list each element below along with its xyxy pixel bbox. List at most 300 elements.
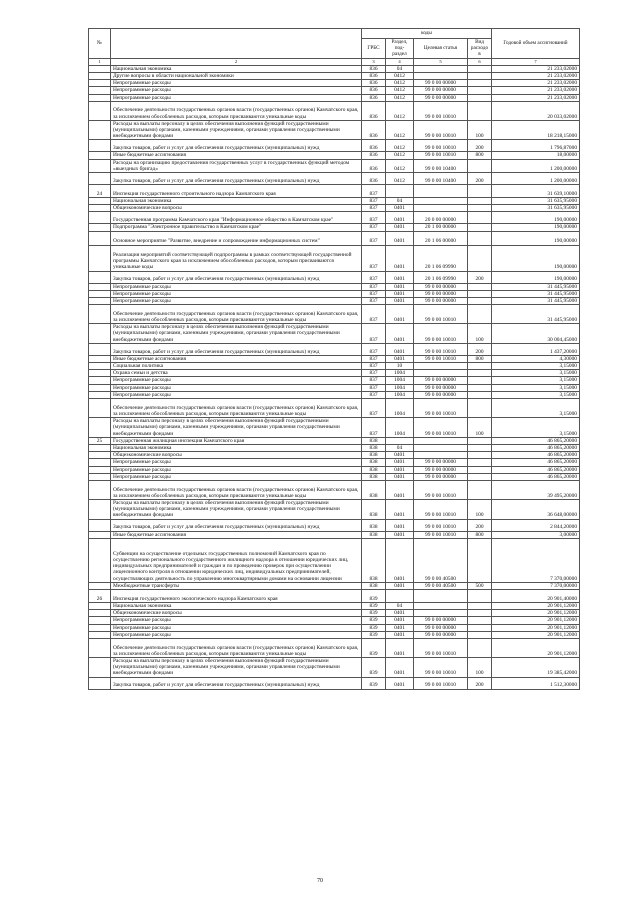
row-number (89, 298, 111, 305)
row-amount: 7 370,00000 (492, 582, 580, 589)
row-expense-type: 200 (468, 677, 492, 689)
row-amount: 21 233,02000 (492, 94, 580, 101)
row-grbs: 836 (362, 73, 386, 80)
table-row (89, 399, 580, 418)
row-number (89, 290, 111, 297)
row-amount: 1 437,20000 (492, 343, 580, 355)
row-amount: 21 233,02000 (492, 80, 580, 87)
row-target-article: 99 0 00 10400 (414, 173, 468, 185)
row-number (89, 399, 111, 418)
row-target-article: 99 0 00 00000 (414, 391, 468, 398)
row-amount: 2 844,20000 (492, 519, 580, 531)
row-expense-type (468, 452, 492, 459)
row-number (89, 87, 111, 94)
row-amount: 21 233,02000 (492, 73, 580, 80)
row-section: 04 (386, 602, 414, 609)
row-number (89, 602, 111, 609)
row-expense-type (468, 399, 492, 418)
row-number (89, 159, 111, 172)
row-name: Непрограммные расходы (111, 384, 362, 391)
row-expense-type (468, 631, 492, 638)
row-name: Закупка товаров, работ и услуг для обеспечения государственных (муниципальных) нужд (111, 519, 362, 531)
row-target-article (414, 370, 468, 377)
row-target-article: 99 0 00 40500 (414, 538, 468, 582)
row-grbs: 838 (362, 582, 386, 589)
row-section (386, 589, 414, 602)
row-target-article (414, 73, 468, 80)
row-number (89, 343, 111, 355)
row-grbs: 836 (362, 87, 386, 94)
table-row (89, 384, 580, 391)
row-amount: 31 445,95000 (492, 305, 580, 324)
row-expense-type (468, 205, 492, 212)
row-expense-type (468, 65, 492, 72)
row-grbs: 838 (362, 437, 386, 444)
row-target-article: 99 0 00 00000 (414, 617, 468, 624)
row-amount: 36 648,00000 (492, 499, 580, 519)
row-name: Иные бюджетные ассигнования (111, 531, 362, 538)
row-grbs: 837 (362, 305, 386, 324)
row-grbs: 837 (362, 399, 386, 418)
row-grbs: 837 (362, 290, 386, 297)
row-name: Общеэкономические вопросы (111, 610, 362, 617)
row-section: 0401 (386, 324, 414, 344)
row-amount: 39 495,20000 (492, 480, 580, 499)
row-target-article: 99 0 00 00000 (414, 631, 468, 638)
row-section: 1004 (386, 370, 414, 377)
table-row (89, 212, 580, 224)
row-amount: 3,15000 (492, 418, 580, 438)
row-section: 0401 (386, 480, 414, 499)
row-grbs: 837 (362, 271, 386, 283)
row-grbs: 838 (362, 466, 386, 473)
header-colnum: 7 (492, 58, 580, 65)
row-number (89, 391, 111, 398)
row-target-article: 99 0 00 10010 (414, 499, 468, 519)
row-amount: 46 865,20000 (492, 437, 580, 444)
row-expense-type (468, 617, 492, 624)
row-amount: 18 218,15000 (492, 120, 580, 140)
table-row (89, 198, 580, 205)
row-amount: 20 901,12000 (492, 602, 580, 609)
row-section: 0401 (386, 298, 414, 305)
row-expense-type (468, 437, 492, 444)
row-grbs: 837 (362, 205, 386, 212)
row-target-article: 99 0 00 00000 (414, 283, 468, 290)
row-expense-type: 100 (468, 120, 492, 140)
row-amount: 46 865,20000 (492, 452, 580, 459)
table-row (89, 298, 580, 305)
row-grbs: 839 (362, 624, 386, 631)
row-target-article: 20 1 06 00000 (414, 231, 468, 245)
row-target-article: 99 0 00 10010 (414, 638, 468, 657)
table-row (89, 271, 580, 283)
row-amount: 190,00000 (492, 245, 580, 271)
row-expense-type (468, 224, 492, 231)
row-grbs: 839 (362, 602, 386, 609)
row-grbs: 836 (362, 120, 386, 140)
row-section: 0401 (386, 205, 414, 212)
row-expense-type (468, 80, 492, 87)
row-target-article: 99 0 00 00000 (414, 290, 468, 297)
row-expense-type (468, 459, 492, 466)
row-number (89, 624, 111, 631)
row-number (89, 65, 111, 72)
row-number (89, 245, 111, 271)
row-number (89, 677, 111, 689)
header-target-article: Целевая статья (414, 39, 468, 59)
table-row (89, 418, 580, 438)
row-target-article: 99 0 00 10010 (414, 324, 468, 344)
row-section: 04 (386, 444, 414, 451)
row-amount: 3,15000 (492, 391, 580, 398)
row-name: Обеспечение деятельности государственных органов власти (государственных органов) Камчатского края, за исключением обособленных расходов, которым присваиваются уникальные коды (111, 101, 362, 120)
row-expense-type: 500 (468, 582, 492, 589)
page-number: 70 (317, 878, 323, 884)
row-expense-type (468, 602, 492, 609)
row-expense-type (468, 363, 492, 370)
row-number (89, 538, 111, 582)
row-name: Непрограммные расходы (111, 298, 362, 305)
table-row (89, 205, 580, 212)
table-row (89, 245, 580, 271)
row-target-article: 20 1 00 00000 (414, 224, 468, 231)
row-amount: 20 901,12000 (492, 631, 580, 638)
row-section: 0401 (386, 531, 414, 538)
row-section: 0401 (386, 638, 414, 657)
row-expense-type (468, 245, 492, 271)
table-row (89, 140, 580, 152)
row-number (89, 631, 111, 638)
row-amount: 1 200,00000 (492, 159, 580, 172)
row-number (89, 205, 111, 212)
row-amount: 46 865,20000 (492, 466, 580, 473)
row-number (89, 231, 111, 245)
row-amount: 3,15000 (492, 399, 580, 418)
row-amount: 190,00000 (492, 212, 580, 224)
row-section: 0401 (386, 290, 414, 297)
row-amount: 31 635,95000 (492, 205, 580, 212)
row-grbs: 836 (362, 101, 386, 120)
row-amount: 3,15000 (492, 384, 580, 391)
row-name: Общеэкономические вопросы (111, 205, 362, 212)
row-expense-type: 800 (468, 355, 492, 362)
row-section: 0401 (386, 677, 414, 689)
table-row (89, 459, 580, 466)
table-row (89, 231, 580, 245)
row-target-article: 99 0 00 10010 (414, 519, 468, 531)
row-amount: 20 901,12000 (492, 610, 580, 617)
row-number (89, 355, 111, 362)
table-row (89, 65, 580, 72)
row-number (89, 444, 111, 451)
row-grbs: 836 (362, 94, 386, 101)
row-target-article (414, 65, 468, 72)
row-target-article (414, 444, 468, 451)
row-amount: 190,00000 (492, 271, 580, 283)
row-section: 0401 (386, 617, 414, 624)
row-number (89, 283, 111, 290)
row-name: Инспекция государственного строительного надзора Камчатского края (111, 185, 362, 198)
row-section: 0401 (386, 459, 414, 466)
row-expense-type (468, 473, 492, 480)
row-target-article: 20 1 06 09990 (414, 245, 468, 271)
row-section: 0412 (386, 120, 414, 140)
row-grbs: 838 (362, 444, 386, 451)
row-section: 0401 (386, 343, 414, 355)
row-section: 0401 (386, 538, 414, 582)
header-codes: коды (362, 29, 492, 39)
row-amount: 20 033,02000 (492, 101, 580, 120)
row-amount: 31 635,95000 (492, 198, 580, 205)
row-grbs: 839 (362, 657, 386, 677)
row-grbs: 837 (362, 283, 386, 290)
row-number (89, 363, 111, 370)
row-number (89, 173, 111, 185)
row-section: 0412 (386, 73, 414, 80)
row-section: 0412 (386, 80, 414, 87)
row-grbs: 837 (362, 343, 386, 355)
table-row (89, 466, 580, 473)
row-section: 0401 (386, 231, 414, 245)
row-expense-type: 100 (468, 657, 492, 677)
row-expense-type: 800 (468, 152, 492, 159)
row-expense-type: 100 (468, 499, 492, 519)
row-name: Национальная экономика (111, 198, 362, 205)
table-row (89, 94, 580, 101)
row-grbs: 837 (362, 198, 386, 205)
table-row (89, 185, 580, 198)
row-expense-type (468, 384, 492, 391)
row-section: 0401 (386, 355, 414, 362)
row-expense-type: 200 (468, 519, 492, 531)
row-name: Социальная политика (111, 363, 362, 370)
row-target-article (414, 610, 468, 617)
row-name: Непрограммные расходы (111, 391, 362, 398)
row-target-article: 99 0 00 00000 (414, 298, 468, 305)
row-name: Непрограммные расходы (111, 617, 362, 624)
row-name: Иные бюджетные ассигнования (111, 355, 362, 362)
row-grbs: 838 (362, 538, 386, 582)
row-name: Подпрограмма "Электронное правительство в Камчатском крае" (111, 224, 362, 231)
row-grbs: 838 (362, 499, 386, 519)
row-number (89, 657, 111, 677)
row-section: 0401 (386, 466, 414, 473)
table-row (89, 324, 580, 344)
row-target-article: 99 0 00 00000 (414, 473, 468, 480)
row-name: Закупка товаров, работ и услуг для обеспечения государственных (муниципальных) нужд (111, 271, 362, 283)
row-grbs: 839 (362, 617, 386, 624)
row-section: 04 (386, 198, 414, 205)
row-expense-type (468, 231, 492, 245)
row-grbs: 837 (362, 224, 386, 231)
row-grbs: 836 (362, 140, 386, 152)
row-number (89, 377, 111, 384)
row-name: Основное мероприятие "Развитие, внедрение и сопровождение информационных систем" (111, 231, 362, 245)
row-number (89, 305, 111, 324)
table-row (89, 391, 580, 398)
row-target-article: 99 0 00 10010 (414, 399, 468, 418)
row-amount: 3,15000 (492, 370, 580, 377)
row-grbs: 836 (362, 65, 386, 72)
row-name: Расходы на выплаты персоналу в целях обеспечения выполнения функций государственными (муниципальными) органами, казенными учреждениями, органами управления государственными внебюджетными фондами (111, 657, 362, 677)
budget-table (88, 28, 580, 690)
row-number (89, 499, 111, 519)
row-name: Расходы на организацию предоставления государственных услуг в государственных функций методом «выездных бригад» (111, 159, 362, 172)
row-amount: 46 865,20000 (492, 444, 580, 451)
row-grbs: 837 (362, 185, 386, 198)
row-target-article (414, 452, 468, 459)
row-section: 0401 (386, 657, 414, 677)
table-row (89, 538, 580, 582)
row-amount: 31 639,10000 (492, 185, 580, 198)
row-target-article: 20 0 00 00000 (414, 212, 468, 224)
row-target-article: 99 0 00 10010 (414, 531, 468, 538)
header-colnum: 1 (89, 58, 111, 65)
table-row (89, 589, 580, 602)
row-target-article: 99 0 00 10010 (414, 101, 468, 120)
row-number (89, 459, 111, 466)
table-row (89, 499, 580, 519)
row-name: Иные бюджетные ассигнования (111, 152, 362, 159)
table-row (89, 173, 580, 185)
table-row (89, 73, 580, 80)
table-row (89, 473, 580, 480)
row-expense-type (468, 480, 492, 499)
row-name: Непрограммные расходы (111, 80, 362, 87)
row-name: Закупка товаров, работ и услуг для обеспечения государственных (муниципальных) нужд (111, 677, 362, 689)
row-target-article (414, 589, 468, 602)
row-target-article (414, 205, 468, 212)
row-grbs: 837 (362, 245, 386, 271)
table-row (89, 602, 580, 609)
row-expense-type (468, 305, 492, 324)
row-number (89, 466, 111, 473)
row-section: 0401 (386, 624, 414, 631)
row-expense-type (468, 444, 492, 451)
table-body (89, 65, 580, 689)
row-number (89, 519, 111, 531)
row-name: Реализация мероприятий соответствующей подпрограммы в рамках соответствующей государственной программы Камчатского края за исключением обособленных расходов, которым присваиваются уникальные коды (111, 245, 362, 271)
header-colnum: 2 (111, 58, 362, 65)
row-amount: 46 865,20000 (492, 459, 580, 466)
row-target-article: 99 0 00 40500 (414, 582, 468, 589)
row-section: 1004 (386, 399, 414, 418)
row-amount: 4,30000 (492, 355, 580, 362)
row-section: 04 (386, 65, 414, 72)
row-section: 0401 (386, 582, 414, 589)
row-amount: 18,00000 (492, 152, 580, 159)
table-row (89, 283, 580, 290)
row-name: Непрограммные расходы (111, 87, 362, 94)
row-section: 0401 (386, 452, 414, 459)
row-name: Обеспечение деятельности государственных органов власти (государственных органов) Камчатского края, за исключением обособленных расходов, которым присваиваются уникальные коды (111, 305, 362, 324)
row-section: 1004 (386, 384, 414, 391)
row-expense-type (468, 159, 492, 172)
row-section: 0401 (386, 245, 414, 271)
row-target-article: 99 0 00 10400 (414, 159, 468, 172)
row-target-article: 99 0 00 10010 (414, 418, 468, 438)
row-amount: 1 796,87000 (492, 140, 580, 152)
row-target-article: 99 0 00 00000 (414, 384, 468, 391)
row-section: 0401 (386, 212, 414, 224)
row-section: 0412 (386, 87, 414, 94)
row-number (89, 582, 111, 589)
row-expense-type (468, 538, 492, 582)
table-row (89, 624, 580, 631)
row-name: Охрана семьи и детства (111, 370, 362, 377)
row-expense-type (468, 198, 492, 205)
table-header (89, 29, 580, 66)
row-number (89, 473, 111, 480)
row-expense-type (468, 391, 492, 398)
row-name: Непрограммные расходы (111, 290, 362, 297)
row-grbs: 837 (362, 363, 386, 370)
row-number (89, 271, 111, 283)
row-name: Межбюджетные трансферты (111, 582, 362, 589)
row-expense-type (468, 624, 492, 631)
row-section: 1004 (386, 418, 414, 438)
table-row (89, 610, 580, 617)
header-number: № (89, 29, 111, 59)
row-expense-type (468, 638, 492, 657)
row-number (89, 418, 111, 438)
row-amount: 190,00000 (492, 231, 580, 245)
row-target-article: 20 1 06 09990 (414, 271, 468, 283)
row-number: 26 (89, 589, 111, 602)
row-target-article: 99 0 00 10010 (414, 480, 468, 499)
row-section: 0412 (386, 159, 414, 172)
row-amount: 20 901,40000 (492, 589, 580, 602)
row-amount: 31 445,95000 (492, 298, 580, 305)
table-row (89, 531, 580, 538)
row-target-article: 99 0 00 00000 (414, 94, 468, 101)
row-number (89, 384, 111, 391)
row-target-article (414, 437, 468, 444)
row-section: 0401 (386, 283, 414, 290)
row-section: 0401 (386, 224, 414, 231)
row-expense-type: 200 (468, 271, 492, 283)
row-amount: 31 445,95000 (492, 283, 580, 290)
row-expense-type: 200 (468, 173, 492, 185)
row-section: 1004 (386, 391, 414, 398)
row-name: Государственная жилищная инспекция Камчатского края (111, 437, 362, 444)
row-grbs: 839 (362, 610, 386, 617)
row-name: Национальная экономика (111, 65, 362, 72)
row-expense-type (468, 370, 492, 377)
row-section: 0401 (386, 499, 414, 519)
row-name: Непрограммные расходы (111, 459, 362, 466)
row-name: Расходы на выплаты персоналу в целях обеспечения выполнения функций государственными (муниципальными) органами, казенными учреждениями, органами управления государственными внебюджетными фондами (111, 120, 362, 140)
table-row (89, 305, 580, 324)
row-number: 25 (89, 437, 111, 444)
table-row (89, 363, 580, 370)
row-section: 10 (386, 363, 414, 370)
row-amount: 1 512,30000 (492, 677, 580, 689)
row-target-article: 99 0 00 10010 (414, 305, 468, 324)
row-amount: 20 901,12000 (492, 638, 580, 657)
row-grbs: 838 (362, 531, 386, 538)
row-target-article (414, 198, 468, 205)
row-grbs: 836 (362, 173, 386, 185)
table-row (89, 80, 580, 87)
row-grbs: 839 (362, 677, 386, 689)
row-amount: 19 385,42000 (492, 657, 580, 677)
row-section: 0412 (386, 152, 414, 159)
table-row (89, 677, 580, 689)
row-grbs: 837 (362, 377, 386, 384)
row-name: Закупка товаров, работ и услуг для обеспечения государственных (муниципальных) нужд (111, 140, 362, 152)
